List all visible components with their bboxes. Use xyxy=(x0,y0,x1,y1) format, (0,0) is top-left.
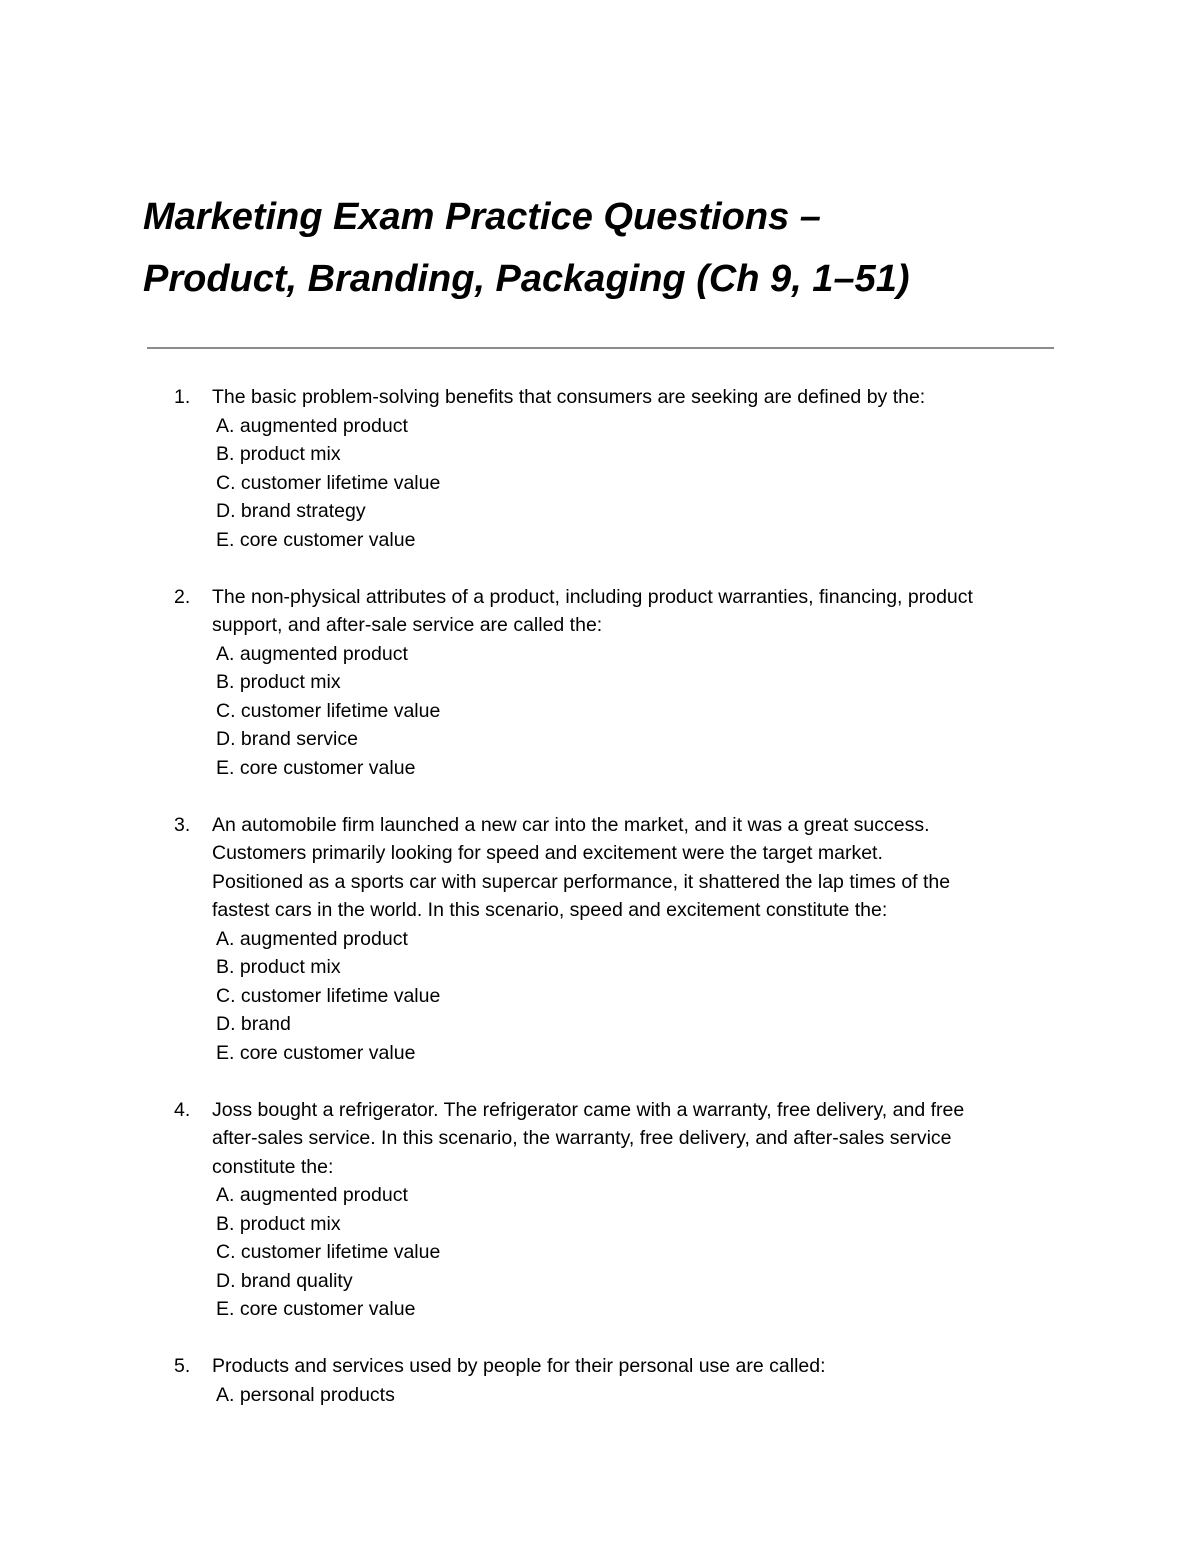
question-text-line: The non-physical attributes of a product, including product warranties, financing, product xyxy=(212,585,973,608)
question-number: 2. xyxy=(174,585,191,608)
question-number: 4. xyxy=(174,1098,191,1121)
answer-options xyxy=(216,1181,1200,1324)
answer-option: C. customer lifetime value xyxy=(216,984,441,1007)
question-text-line: Joss bought a refrigerator. The refrigerator came with a warranty, free delivery, and free xyxy=(212,1098,965,1121)
question-number: 5. xyxy=(174,1355,191,1377)
horizontal-divider xyxy=(147,347,1054,349)
answer-option: D. brand quality xyxy=(216,1269,353,1292)
question-item xyxy=(0,383,1200,554)
answer-option: C. customer lifetime value xyxy=(216,1241,441,1263)
question-text-line: Customers primarily looking for speed and excitement were the target market. xyxy=(212,842,883,864)
question-item xyxy=(0,1352,1200,1409)
question-text-line: fastest cars in the world. In this scenario, speed and excitement constitute the: xyxy=(212,899,888,921)
title-line: Product, Branding, Packaging (Ch 9, 1–51) xyxy=(143,258,910,300)
document-title xyxy=(143,186,1073,310)
answer-option: D. brand xyxy=(216,1013,291,1035)
answer-option: B. product mix xyxy=(216,956,341,978)
question-item xyxy=(0,1096,1200,1324)
answer-option: A. augmented product xyxy=(216,1184,408,1206)
answer-option: E. core customer value xyxy=(216,1041,416,1064)
answer-option: A. augmented product xyxy=(216,927,408,950)
question-item xyxy=(0,811,1200,1068)
answer-option: A. augmented product xyxy=(216,414,408,437)
answer-option: A. augmented product xyxy=(216,642,408,665)
answer-options xyxy=(216,412,1200,555)
question-text xyxy=(212,583,1062,640)
question-list xyxy=(0,383,1200,1438)
answer-option: E. core customer value xyxy=(216,1298,416,1320)
answer-option: E. core customer value xyxy=(216,756,416,779)
answer-options xyxy=(216,925,1200,1068)
question-text xyxy=(212,811,1062,925)
question-number: 1. xyxy=(174,386,191,408)
question-text-line: Products and services used by people for their personal use are called: xyxy=(212,1355,826,1377)
question-number: 3. xyxy=(174,813,191,836)
answer-option: A. personal products xyxy=(216,1383,395,1406)
question-text-line: constitute the: xyxy=(212,1155,334,1178)
question-text xyxy=(212,1352,1062,1381)
answer-option: B. product mix xyxy=(216,671,341,693)
question-text-line: An automobile firm launched a new car into the market, and it was a great success. xyxy=(212,813,930,836)
answer-option: E. core customer value xyxy=(216,528,416,551)
question-text-line: Positioned as a sports car with supercar performance, it shattered the lap times of the xyxy=(212,870,951,893)
question-text-line: after-sales service. In this scenario, the warranty, free delivery, and after-sales service xyxy=(212,1127,952,1149)
question-text xyxy=(212,1096,1062,1182)
question-text xyxy=(212,383,1062,412)
answer-option: D. brand strategy xyxy=(216,500,366,522)
answer-option: B. product mix xyxy=(216,1212,341,1235)
answer-option: D. brand service xyxy=(216,728,358,750)
answer-option: C. customer lifetime value xyxy=(216,699,441,722)
question-text-line: The basic problem-solving benefits that consumers are seeking are defined by the: xyxy=(212,386,926,408)
question-item xyxy=(0,583,1200,783)
title-line: Marketing Exam Practice Questions – xyxy=(143,196,821,238)
answer-options xyxy=(216,1381,1200,1410)
answer-option: B. product mix xyxy=(216,443,341,465)
question-text-line: support, and after-sale service are called the: xyxy=(212,614,603,636)
answer-option: C. customer lifetime value xyxy=(216,471,441,494)
answer-options xyxy=(216,640,1200,783)
